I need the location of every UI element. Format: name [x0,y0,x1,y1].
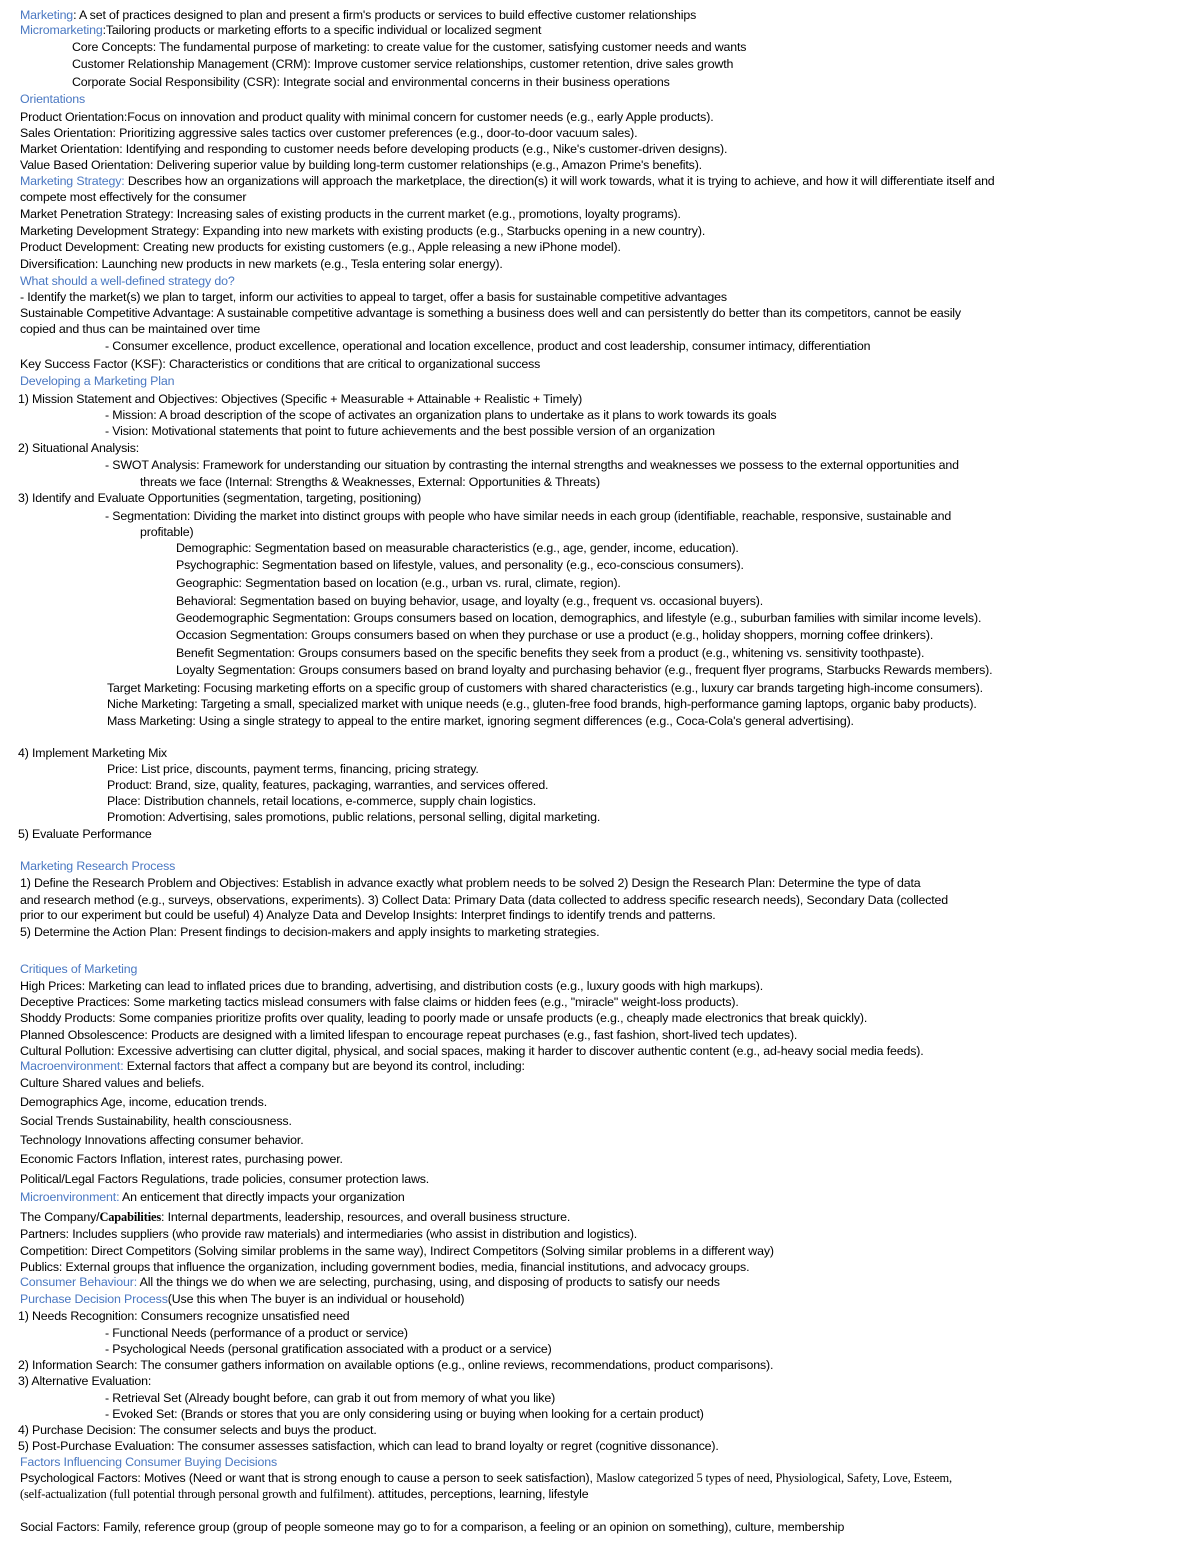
critique-item: Shoddy Products: Some companies prioritize profits over quality, leading to poorly made or unsafe products (e.g., cheaply made electronics that break quickly). [20,1011,868,1025]
macro-factor: Economic Factors Inflation, interest rates, purchasing power. [20,1152,343,1166]
orientation-item: Sales Orientation: Prioritizing aggressive sales tactics over customer preferences (e.g., door-to-door vacuum sales). [20,126,638,140]
marketing-plan-heading: Developing a Marketing Plan [20,374,175,388]
need-type: - Functional Needs (performance of a product or service) [105,1326,408,1340]
plan-step-2: 2) Situational Analysis: [18,441,140,455]
factors-heading: Factors Influencing Consumer Buying Decisions [20,1455,278,1469]
critique-item: Planned Obsolescence: Products are designed with a limited lifespan to encourage repeat purchases (e.g., fast fashion, short-lived tech updates). [20,1028,798,1042]
microenvironment-definition [20,1190,405,1205]
micro-item: Competition: Direct Competitors (Solving similar problems in the same way), Indirect Competitors (Solving similar problems in a different way) [20,1244,774,1258]
segment-type: Occasion Segmentation: Groups consumers based on when they purchase or use a product (e.g., holiday shoppers, morning coffee drinkers). [176,628,934,642]
research-line: and research method (e.g., surveys, observations, experiments). 3) Collect Data: Primary Data (data collected to address specific research needs), Secondary Data (collected [20,893,949,907]
note: (Use this when The buyer is an individual or household) [167,1292,465,1306]
evaluation-set: - Retrieval Set (Already bought before, can grab it out from memory of what you like) [105,1391,556,1405]
purchase-step-4: 4) Purchase Decision: The consumer selects and buys the product. [18,1423,377,1437]
company-prefix: The Company/ [20,1210,100,1224]
need-type: - Psychological Needs (personal gratification associated with a product or a service) [105,1342,552,1356]
plan-step-1: 1) Mission Statement and Objectives: Objectives (Specific + Measurable + Attainable + Realistic + Timely) [18,392,583,406]
research-line: prior to our experiment but could be useful) 4) Analyze Data and Develop Insights: Interpret findings to identify trends and patterns. [20,908,716,922]
marketing-mix-item: Place: Distribution channels, retail locations, e-commerce, supply chain logistics. [107,794,536,808]
evaluation-set: - Evoked Set: (Brands or stores that you are only considering using or buying when looking for a certain product) [105,1407,704,1421]
purchase-step-5: 5) Post-Purchase Evaluation: The consumer assesses satisfaction, which can lead to brand loyalty or regret (cognitive dissonance). [18,1439,719,1453]
swot-line: - SWOT Analysis: Framework for understanding our situation by contrasting the internal strengths and weaknesses we possess to the external opportunities and [105,458,959,472]
research-line: 5) Determine the Action Plan: Present findings to decision-makers and apply insights to marketing strategies. [20,925,600,939]
definition: Describes how an organizations will approach the marketplace, the direction(s) it will work towards, what it is trying to achieve, and how it will differentiate itself and [124,174,995,188]
psychological-factors-cont [20,1487,589,1502]
definition: External factors that affect a company but are beyond its control, including: [123,1059,525,1073]
segment-type: Benefit Segmentation: Groups consumers based on the specific benefits they seek from a product (e.g., whitening vs. sensitivity toothpaste). [176,646,925,660]
well-defined-item: - Identify the market(s) we plan to target, inform our activities to appeal to target, offer a basis for sustainable competitive advantages [20,290,727,304]
plan-step-3: 3) Identify and Evaluate Opportunities (segmentation, targeting, positioning) [18,491,422,505]
strategy-item: Marketing Development Strategy: Expanding into new markets with existing products (e.g., Starbucks opening in a new country). [20,224,706,238]
macro-factor: Political/Legal Factors Regulations, trade policies, consumer protection laws. [20,1172,430,1186]
psych-part-d: attitudes, perceptions, learning, lifestyle [374,1487,589,1501]
plan-step-4: 4) Implement Marketing Mix [18,746,167,760]
marketing-definition [20,8,696,23]
mission-line: - Mission: A broad description of the scope of activates an organization plans to undertake as it plans to work towards its goals [105,408,777,422]
definition: :Tailoring products or marketing efforts to a specific individual or localized segment [102,23,542,37]
core-concepts-line: Core Concepts: The fundamental purpose of marketing: to create value for the customer, satisfying customer needs and wants [72,40,747,54]
marketing-strategy-definition [20,174,995,189]
segment-type: Geodemographic Segmentation: Groups consumers based on location, demographics, and lifestyle (e.g., suburban families with similar income levels). [176,611,982,625]
definition: All the things we do when we are selecting, purchasing, using, and disposing of products to satisfy our needs [137,1275,720,1289]
marketing-mix-item: Promotion: Advertising, sales promotions, public relations, personal selling, digital marketing. [107,810,601,824]
purchase-step-3: 3) Alternative Evaluation: [18,1374,152,1388]
targeting-item: Niche Marketing: Targeting a small, specialized market with unique needs (e.g., gluten-free food brands, high-performance gaming laptops, organic baby products). [107,697,977,711]
purchase-step-2: 2) Information Search: The consumer gathers information on available options (e.g., online reviews, recommendations, product comparisons). [18,1358,774,1372]
plan-step-5: 5) Evaluate Performance [18,827,152,841]
crm-line: Customer Relationship Management (CRM): Improve customer service relationships, customer retention, drive sales growth [72,57,734,71]
critique-item: High Prices: Marketing can lead to inflated prices due to branding, advertising, and distribution costs (e.g., luxury goods with high markups). [20,979,764,993]
sca-line: Sustainable Competitive Advantage: A sustainable competitive advantage is something a business does well and can persistently do better than its competitors, cannot be easily [20,306,961,320]
strategy-item: Product Development: Creating new products for existing customers (e.g., Apple releasing a new iPhone model). [20,240,621,254]
marketing-mix-item: Product: Brand, size, quality, features, packaging, warranties, and services offered. [107,778,549,792]
segment-type: Psychographic: Segmentation based on lifestyle, values, and personality (e.g., eco-conscious consumers). [176,558,744,572]
psychological-factors-line [20,1471,952,1486]
psych-part-b: Maslow categorized 5 types of need, Physiological, Safety, Love, Esteem, [596,1471,952,1485]
targeting-item: Target Marketing: Focusing marketing efforts on a specific group of customers with shared characteristics (e.g., luxury car brands targeting high-income consumers). [107,681,983,695]
macro-factor: Demographics Age, income, education trends. [20,1095,268,1109]
social-factors-line: Social Factors: Family, reference group (group of people someone may go to for a comparison, a feeling or an opinion on something), culture, membership [20,1520,845,1534]
macro-factor: Social Trends Sustainability, health consciousness. [20,1114,292,1128]
micro-item: Partners: Includes suppliers (who provide raw materials) and intermediaries (who assist in distribution and logistics). [20,1227,638,1241]
marketing-mix-item: Price: List price, discounts, payment terms, financing, pricing strategy. [107,762,479,776]
macro-factor: Culture Shared values and beliefs. [20,1076,205,1090]
critique-item: Deceptive Practices: Some marketing tactics mislead consumers with false claims or hidden fees (e.g., "miracle" weight-loss products). [20,995,739,1009]
sca-cont: copied and thus can be maintained over time [20,322,261,336]
ksf-line: Key Success Factor (KSF): Characteristics or conditions that are critical to organizational success [20,357,541,371]
psych-part-a: Psychological Factors: Motives (Need or want that is strong enough to cause a person to seek satisfaction), [20,1471,597,1485]
segment-type: Geographic: Segmentation based on location (e.g., urban vs. rural, climate, region). [176,576,621,590]
purchase-step-1: 1) Needs Recognition: Consumers recognize unsatisfied need [18,1309,350,1323]
term: Purchase Decision Process [20,1292,168,1306]
research-line: 1) Define the Research Problem and Objectives: Establish in advance exactly what problem needs to be solved 2) Design the Research Plan: Determine the type of data [20,876,921,890]
macroenvironment-definition [20,1059,525,1074]
vision-line: - Vision: Motivational statements that point to future achievements and the best possible version of an organization [105,424,715,438]
definition: : A set of practices designed to plan and present a firm's products or services to build effective customer relationships [73,8,697,22]
targeting-item: Mass Marketing: Using a single strategy to appeal to the entire market, ignoring segment differences (e.g., Coca-Cola's general advertising). [107,714,854,728]
critique-item: Cultural Pollution: Excessive advertising can clutter digital, physical, and social spaces, making it harder to discover authentic content (e.g., ad-heavy social media feeds). [20,1044,924,1058]
segment-type: Demographic: Segmentation based on measurable characteristics (e.g., age, gender, income, education). [176,541,739,555]
term: Consumer Behaviour: [20,1275,137,1289]
orientation-item: Product Orientation:Focus on innovation and product quality with minimal concern for customer needs (e.g., early Apple products). [20,110,714,124]
micro-company-line [20,1210,570,1225]
term: Microenvironment: [20,1190,120,1204]
capabilities-bold: Capabilities [99,1210,162,1224]
marketing-strategy-cont: compete most effectively for the consumer [20,190,247,204]
psych-part-c: (self-actualization (full potential through personal growth and fulfilment). [20,1487,375,1501]
macro-factor: Technology Innovations affecting consumer behavior. [20,1133,304,1147]
orientation-item: Value Based Orientation: Delivering superior value by building long-term customer relationships (e.g., Amazon Prime's benefits). [20,158,702,172]
orientations-heading: Orientations [20,92,86,106]
research-heading: Marketing Research Process [20,859,176,873]
critiques-heading: Critiques of Marketing [20,962,138,976]
micro-item: Publics: External groups that influence the organization, including government bodies, media, financial institutions, and advocacy groups. [20,1260,750,1274]
company-suffix: : Internal departments, leadership, resources, and overall business structure. [161,1210,571,1224]
term: Marketing Strategy: [20,174,125,188]
segmentation-line: - Segmentation: Dividing the market into distinct groups with people who have similar needs in each group (identifiable, reachable, responsive, sustainable and [105,509,952,523]
segmentation-cont: profitable) [140,525,194,539]
csr-line: Corporate Social Responsibility (CSR): Integrate social and environmental concerns in their business operations [72,75,670,89]
sca-sub-item: - Consumer excellence, product excellence, operational and location excellence, product and cost leadership, consumer intimacy, differentiation [105,339,871,353]
orientation-item: Market Orientation: Identifying and responding to customer needs before developing products (e.g., Nike's customer-driven designs). [20,142,728,156]
segment-type: Loyalty Segmentation: Groups consumers based on brand loyalty and purchasing behavior (e.g., frequent flyer programs, Starbucks Rewards members). [176,663,993,677]
term: Macroenvironment: [20,1059,124,1073]
definition: An enticement that directly impacts your organization [119,1190,405,1204]
micromarketing-definition [20,23,541,38]
swot-cont: threats we face (Internal: Strengths & Weaknesses, External: Opportunities & Threats) [140,475,600,489]
purchase-process-heading [20,1292,464,1307]
term: Marketing [20,8,74,22]
strategy-item: Diversification: Launching new products in new markets (e.g., Tesla entering solar energy). [20,257,503,271]
strategy-item: Market Penetration Strategy: Increasing sales of existing products in the current market (e.g., promotions, loyalty programs). [20,207,681,221]
term: Micromarketing [20,23,103,37]
consumer-behaviour-definition [20,1275,720,1290]
segment-type: Behavioral: Segmentation based on buying behavior, usage, and loyalty (e.g., frequent vs. occasional buyers). [176,594,764,608]
well-defined-heading: What should a well-defined strategy do? [20,274,235,288]
